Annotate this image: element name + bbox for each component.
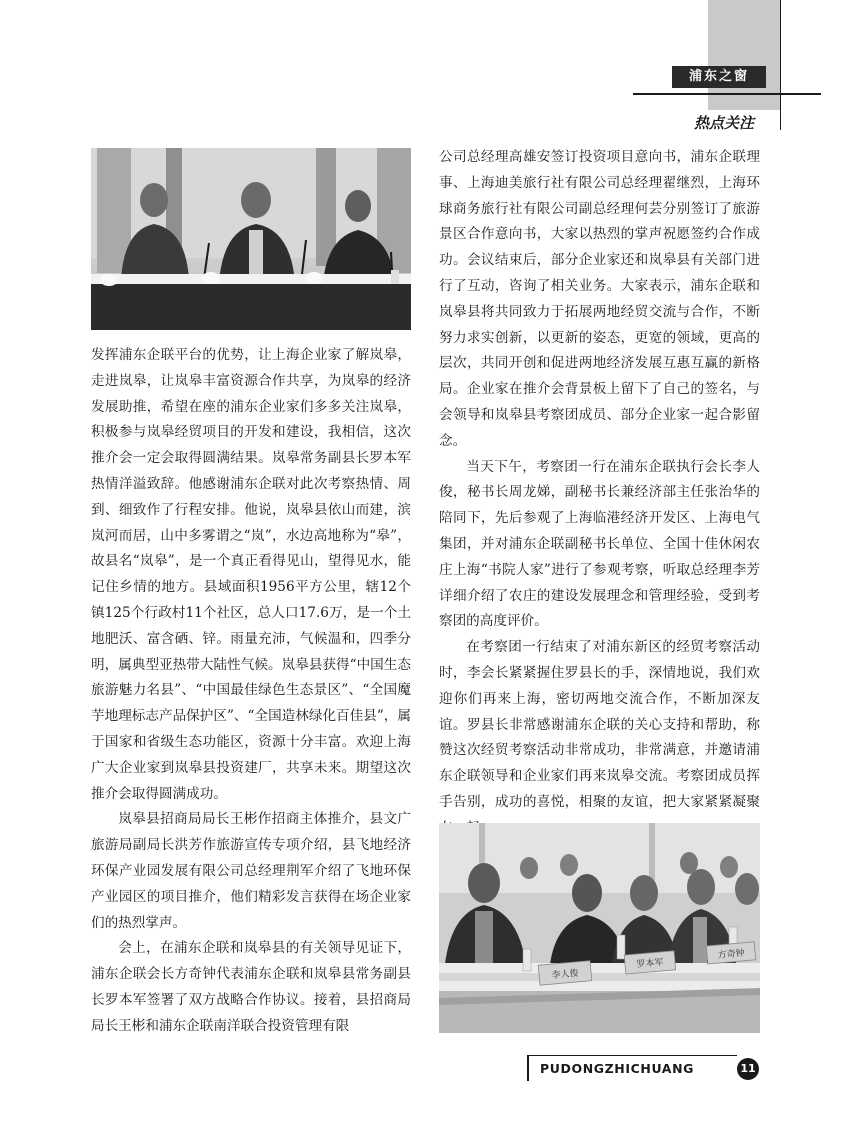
header-vertical-rule [780, 0, 781, 130]
left-paragraph-1: 发挥浦东企联平台的优势，让上海企业家了解岚皋，走进岚皋，让岚皋丰富资源合作共享，为岚皋的经济发展助推，希望在座的浦东企业家们多多关注岚皋，积极参与岚皋经贸项目的开发和建设，我相信，这次推介会一定会取得圆满结果。岚皋常务副县长罗本军热情洋溢致辞。他感谢浦东企联对此次考察热情、周到、细致作了行程安排。他说，岚皋县依山而建，滨岚河而居，山中多雾谓之“岚”，水边高地称为“皋”，故县名“岚皋”，是一个真正看得见山，望得见水，能记住乡情的地方。县域面积1956平方公里，辖12个镇125个行政村11个社区，总人口17.6万，是一个土地肥沃、富含硒、锌。雨量充沛，气候温和，四季分明，属典型亚热带大陆性气候。岚皋县获得“中国生态旅游魅力名县”、“中国最佳绿色生态景区”、“全国魔芋地理标志产品保护区”、“全国造林绿化百佳县”，属于国家和省级生态功能区，资源十分丰富。欢迎上海广大企业家到岚皋县投资建厂，共享未来。期望这次推介会取得圆满成功。 [91, 347, 411, 802]
placard-3: 方奇钟 [717, 948, 746, 961]
photo-speakers-image [91, 148, 411, 330]
photo-attendees [439, 823, 760, 1033]
header-rule [633, 93, 821, 95]
right-paragraph-2: 当天下午，考察团一行在浦东企联执行会长李人俊，秘书长周龙娣，副秘书长兼经济部主任张治华的陪同下，先后参观了上海临港经济开发区、上海电气集团，并对浦东企联副秘书长单位、全国十佳休闲农庄上海“书院人家”进行了参观考察，听取总经理李芳详细介绍了农庄的建设发展理念和管理经验，受到考察团的高度评价。 [439, 458, 760, 630]
footer-rule-horizontal [527, 1055, 737, 1056]
left-paragraph-3: 会上，在浦东企联和岚皋县的有关领导见证下，浦东企联会长方奇钟代表浦东企联和岚皋县常务副县长罗本军签署了双方战略合作协议。接着，县招商局局长王彬和浦东企联南洋联合投资管理有限 [91, 940, 411, 1034]
left-paragraph-2: 岚皋县招商局局长王彬作招商主体推介，县文广旅游局副局长洪芳作旅游宣传专项介绍，县飞地经济环保产业园发展有限公司总经理荆军介绍了飞地环保产业园区的项目推介，他们精彩发言获得在场企业家们的热烈掌声。 [91, 811, 411, 931]
photo-speakers [91, 148, 411, 330]
right-paragraph-3: 在考察团一行结束了对浦东新区的经贸考察活动时，李会长紧紧握住罗县长的手，深情地说，我们欢迎你们再来上海，密切两地交流合作，不断加深友谊。罗县长非常感谢浦东企联的关心支持和帮助，称赞这次经贸考察活动非常成功，非常满意，并邀请浦东企联领导和企业家们再来岚皋交流。考察团成员挥手告别，成功的喜悦，相聚的友谊，把大家紧紧凝聚 [439, 639, 760, 810]
footer-brand: PUDONGZHICHUANG [540, 1061, 695, 1076]
placard-1: 李人俊 [551, 968, 580, 982]
footer-rule [527, 1055, 529, 1081]
header-brand: 浦东之窗 [672, 66, 766, 88]
photo-attendees-image [439, 823, 760, 1033]
left-column [91, 343, 411, 1040]
right-paragraph-1: 公司总经理高雄安签订投资项目意向书，浦东企联理事、上海迪美旅行社有限公司总经理翟继烈，上海环球商务旅行社有限公司副总经理何芸分别签订了旅游景区合作意向书，大家以热烈的掌声祝愿签约合作成功。会议结束后，部分企业家还和岚皋县有关部门进行了互动，咨询了相关业务。大家表示，浦东企联和岚皋县将共同致力于拓展两地经贸交流与合作，不断努力求实创新，以更新的姿态，更宽的领域，更高的层次，共同开创和促进两地经济发展互惠互赢的新格局。企业家在推介会背景板上留下了自己的签名，与会领导和岚皋县考察团成员、部分企业家一起合影留念。 [439, 149, 760, 449]
right-column [439, 145, 760, 842]
page-number: 11 [737, 1058, 759, 1080]
section-title: 热点关注 [693, 114, 754, 132]
placard-2: 罗本军 [636, 957, 664, 971]
